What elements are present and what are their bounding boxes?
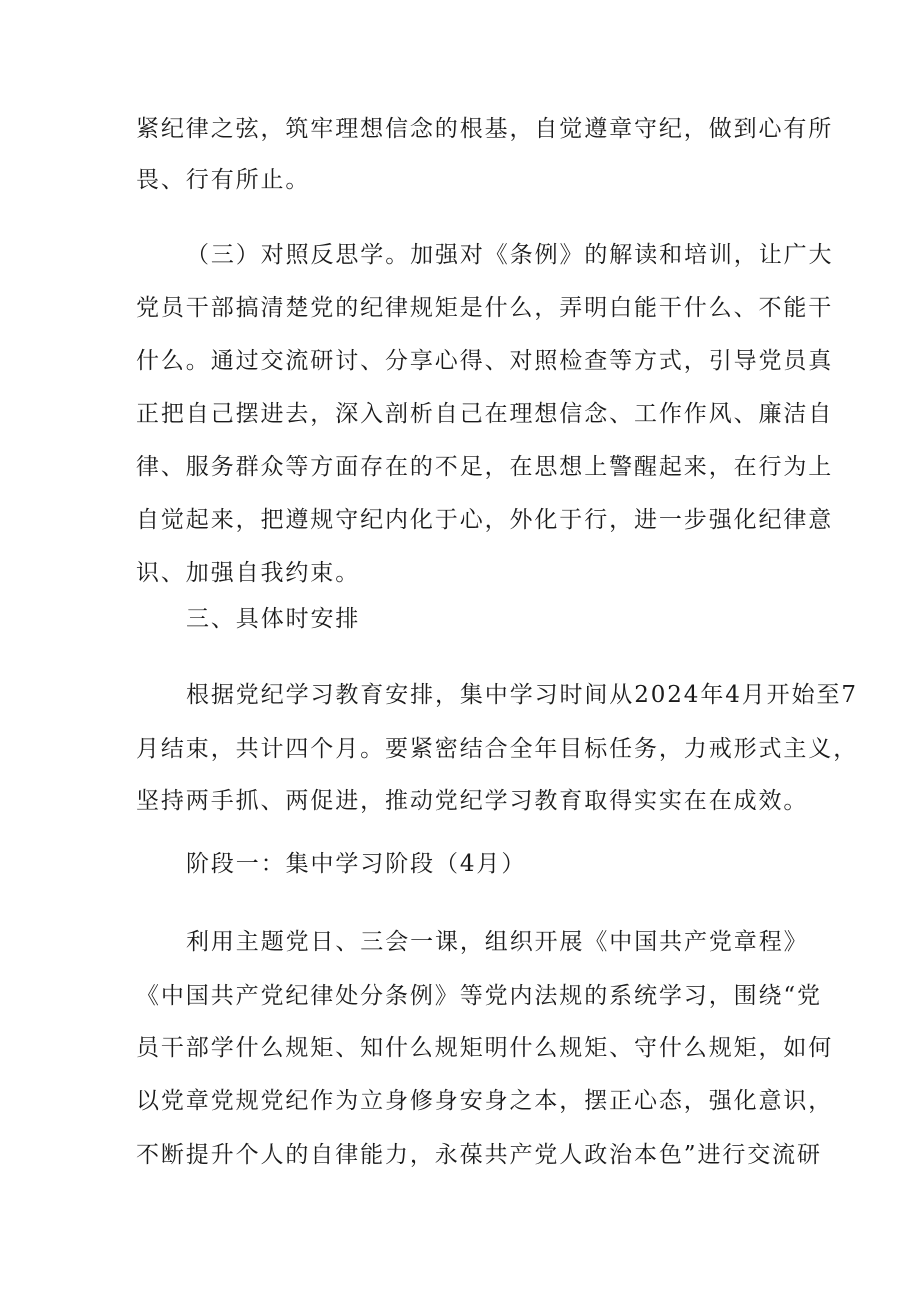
paragraph-line: 以党章党规党纪作为立身修身安身之本，摆正心态，强化意识， bbox=[136, 1088, 834, 1114]
paragraph-line: 正把自己摆进去，深入剖析自己在理想信念、工作作风、廉洁自 bbox=[136, 401, 834, 427]
paragraph-line: 党员干部搞清楚党的纪律规矩是什么，弄明白能干什么、不能干 bbox=[136, 295, 834, 321]
paragraph-line: 畏、行有所止。 bbox=[136, 167, 311, 193]
paragraph-line: 坚持两手抓、两促进，推动党纪学习教育取得实实在在成效。 bbox=[136, 788, 809, 814]
paragraph-line: 律、服务群众等方面存在的不足，在思想上警醒起来，在行为上 bbox=[136, 454, 834, 480]
paragraph-line: 《中国共产党纪律处分条例》等党内法规的系统学习，围绕“党 bbox=[136, 983, 822, 1009]
paragraph-line: 不断提升个人的自律能力，永葆共产党人政治本色”进行交流研 bbox=[136, 1142, 822, 1168]
paragraph-line: 自觉起来，把遵规守纪内化于心，外化于行，进一步强化纪律意 bbox=[136, 507, 834, 533]
paragraph-line: （三）对照反思学。加强对《条例》的解读和培训，让广大 bbox=[186, 242, 834, 268]
paragraph-line: 什么。通过交流研讨、分享心得、对照检查等方式，引导党员真 bbox=[136, 348, 834, 374]
stage-heading: 阶段一：集中学习阶段（4月） bbox=[186, 851, 527, 877]
paragraph-line: 紧纪律之弦，筑牢理想信念的根基，自觉遵章守纪，做到心有所 bbox=[136, 116, 834, 142]
paragraph-line: 利用主题党日、三会一课，组织开展《中国共产党章程》 bbox=[186, 929, 809, 955]
paragraph-line: 根据党纪学习教育安排，集中学习时间从2024年4月开始至7 bbox=[186, 682, 858, 708]
paragraph-line: 识、加强自我约束。 bbox=[136, 560, 361, 586]
paragraph-line: 月结束，共计四个月。要紧密结合全年目标任务，力戒形式主义， bbox=[136, 736, 859, 762]
section-heading: 三、具体时安排 bbox=[186, 606, 361, 632]
paragraph-line: 员干部学什么规矩、知什么规矩明什么规矩、守什么规矩，如何 bbox=[136, 1035, 834, 1061]
